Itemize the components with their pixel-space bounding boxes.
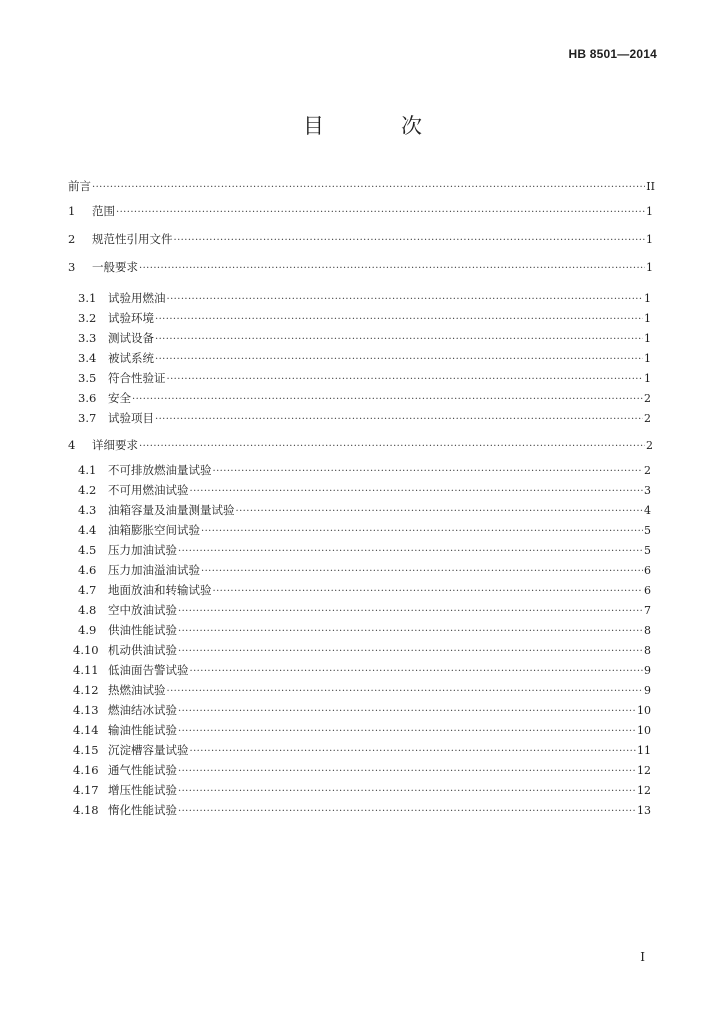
toc-entry-page: 2 (644, 412, 651, 425)
toc-leader-dots (155, 332, 643, 348)
toc-entry-number: 3.7 (78, 411, 97, 425)
toc-entry-number: 3.2 (78, 311, 97, 325)
toc-leader-dots (116, 205, 645, 221)
toc-entry-label: 试验环境 (108, 311, 154, 325)
document-code: HB 8501—2014 (568, 47, 657, 61)
toc-entry-number: 4.11 (73, 663, 99, 677)
toc-entry-number: 3.4 (78, 351, 97, 365)
toc-entry-label: 规范性引用文件 (92, 232, 173, 246)
toc-entry-number: 4.2 (78, 483, 97, 497)
toc-entry-number: 2 (68, 232, 76, 246)
toc-entry-page: 11 (637, 744, 651, 757)
toc-entry-page: 5 (644, 524, 651, 537)
toc-leader-dots (155, 412, 643, 428)
toc-entry[interactable] (73, 662, 651, 680)
toc-entry-number: 3 (68, 260, 76, 274)
toc-leader-dots (178, 604, 643, 620)
toc-entry[interactable] (73, 722, 651, 740)
toc-entry[interactable] (68, 203, 653, 221)
toc-entry[interactable] (68, 231, 653, 249)
toc-leader-dots (139, 261, 645, 277)
toc-leader-dots (167, 684, 644, 700)
toc-entry[interactable] (78, 602, 651, 620)
toc-entry-number: 4.13 (73, 703, 99, 717)
toc-entry-label: 前言 (68, 179, 91, 193)
toc-entry[interactable] (78, 462, 651, 480)
toc-leader-dots (178, 644, 643, 660)
toc-entry-number: 4.15 (73, 743, 99, 757)
toc-leader-dots (190, 664, 644, 680)
toc-leader-dots (178, 804, 636, 820)
toc-entry-page: 2 (646, 439, 653, 452)
toc-leader-dots (178, 544, 643, 560)
toc-entry-page: 8 (644, 644, 651, 657)
toc-entry-label: 增压性能试验 (108, 783, 177, 797)
toc-entry[interactable] (78, 330, 651, 348)
toc-entry-label: 油箱膨胀空间试验 (108, 523, 200, 537)
toc-entry-number: 4.18 (73, 803, 99, 817)
toc-entry-page: 2 (644, 392, 651, 405)
toc-entry-label: 不可排放燃油量试验 (108, 463, 212, 477)
toc-entry-label: 压力加油溢油试验 (108, 563, 200, 577)
toc-leader-dots (190, 744, 637, 760)
toc-entry-label: 试验用燃油 (108, 291, 166, 305)
toc-entry[interactable] (73, 642, 651, 660)
toc-entry-label: 输油性能试验 (108, 723, 177, 737)
toc-entry-page: 1 (644, 332, 651, 345)
toc-entry-page: 6 (644, 564, 651, 577)
toc-leader-dots (92, 180, 645, 196)
toc-entry[interactable] (68, 259, 653, 277)
toc-entry-label: 沉淀槽容量试验 (108, 743, 189, 757)
toc-entry-label: 符合性验证 (108, 371, 166, 385)
toc-entry-number: 4.1 (78, 463, 97, 477)
toc-entry[interactable] (78, 522, 651, 540)
toc-entry-number: 3.3 (78, 331, 97, 345)
toc-entry-number: 4.3 (78, 503, 97, 517)
toc-entry-page: 5 (644, 544, 651, 557)
toc-entry-label: 不可用燃油试验 (108, 483, 189, 497)
toc-entry-number: 3.6 (78, 391, 97, 405)
toc-entry[interactable] (73, 782, 651, 800)
toc-leader-dots (155, 352, 643, 368)
toc-entry-page: 1 (644, 372, 651, 385)
toc-entry-number: 1 (68, 204, 76, 218)
toc-entry[interactable] (68, 437, 653, 455)
toc-entry-label: 热燃油试验 (108, 683, 166, 697)
toc-entry-page: 9 (644, 684, 651, 697)
toc-entry-label: 通气性能试验 (108, 763, 177, 777)
toc-leader-dots (139, 439, 645, 455)
toc-entry-page: 1 (644, 352, 651, 365)
toc-entry-page: 10 (637, 704, 651, 717)
toc-entry-number: 3.5 (78, 371, 97, 385)
toc-entry[interactable] (73, 682, 651, 700)
toc-leader-dots (178, 704, 636, 720)
toc-leader-dots (201, 564, 643, 580)
toc-entry-label: 测试设备 (108, 331, 154, 345)
page-number: I (640, 950, 645, 964)
toc-leader-dots (213, 584, 644, 600)
toc-entry-page: II (646, 180, 655, 193)
toc-entry-page: 1 (646, 233, 653, 246)
toc-entry-number: 4.5 (78, 543, 97, 557)
toc-leader-dots (178, 784, 636, 800)
toc-entry[interactable] (78, 542, 651, 560)
toc-entry-number: 3.1 (78, 291, 97, 305)
toc-entry-number: 4.14 (73, 723, 99, 737)
toc-entry-number: 4.16 (73, 763, 99, 777)
toc-entry-label: 地面放油和转输试验 (108, 583, 212, 597)
toc-leader-dots (236, 504, 644, 520)
toc-entry-page: 3 (644, 484, 651, 497)
toc-leader-dots (155, 312, 643, 328)
toc-entry-number: 4 (68, 438, 76, 452)
toc-entry-label: 被试系统 (108, 351, 154, 365)
toc-entry-number: 4.10 (73, 643, 99, 657)
toc-entry[interactable] (78, 310, 651, 328)
toc-entry[interactable] (78, 622, 651, 640)
toc-entry[interactable] (78, 370, 651, 388)
toc-entry-number: 4.8 (78, 603, 97, 617)
toc-entry-label: 燃油结冰试验 (108, 703, 177, 717)
toc-entry-page: 12 (637, 764, 651, 777)
toc-entry-page: 1 (644, 312, 651, 325)
toc-entry[interactable] (78, 390, 651, 408)
toc-leader-dots (178, 764, 636, 780)
toc-entry-page: 1 (646, 261, 653, 274)
toc-entry[interactable] (78, 502, 651, 520)
toc-leader-dots (132, 392, 643, 408)
toc-entry-page: 6 (644, 584, 651, 597)
toc-leader-dots (178, 624, 643, 640)
toc-entry[interactable] (68, 178, 655, 196)
toc-leader-dots (167, 292, 644, 308)
toc-entry[interactable] (78, 562, 651, 580)
toc-entry[interactable] (73, 702, 651, 720)
toc-entry-number: 4.9 (78, 623, 97, 637)
toc-entry-page: 10 (637, 724, 651, 737)
toc-entry-label: 油箱容量及油量测量试验 (108, 503, 235, 517)
toc-leader-dots (167, 372, 644, 388)
toc-entry[interactable] (78, 482, 651, 500)
toc-entry[interactable] (73, 762, 651, 780)
toc-entry[interactable] (78, 582, 651, 600)
toc-leader-dots (201, 524, 643, 540)
toc-leader-dots (213, 464, 644, 480)
toc-entry-label: 一般要求 (92, 260, 138, 274)
toc-entry-number: 4.6 (78, 563, 97, 577)
toc-entry-page: 9 (644, 664, 651, 677)
toc-entry-label: 空中放油试验 (108, 603, 177, 617)
toc-entry[interactable] (73, 742, 651, 760)
toc-entry-number: 4.4 (78, 523, 97, 537)
toc-entry[interactable] (78, 290, 651, 308)
toc-entry-page: 8 (644, 624, 651, 637)
toc-entry-page: 4 (644, 504, 651, 517)
toc-entry-label: 低油面告警试验 (108, 663, 189, 677)
toc-entry-number: 4.12 (73, 683, 99, 697)
toc-entry-label: 详细要求 (92, 438, 138, 452)
toc-entry-label: 供油性能试验 (108, 623, 177, 637)
toc-leader-dots (178, 724, 636, 740)
toc-entry-label: 安全 (108, 391, 131, 405)
toc-entry-page: 1 (646, 205, 653, 218)
toc-entry-page: 7 (644, 604, 651, 617)
toc-entry-number: 4.17 (73, 783, 99, 797)
toc-leader-dots (174, 233, 646, 249)
toc-entry[interactable] (78, 410, 651, 428)
toc-entry-label: 惰化性能试验 (108, 803, 177, 817)
toc-entry-label: 机动供油试验 (108, 643, 177, 657)
toc-entry-label: 范围 (92, 204, 115, 218)
toc-leader-dots (190, 484, 644, 500)
toc-entry-page: 12 (637, 784, 651, 797)
toc-entry-page: 2 (644, 464, 651, 477)
toc-entry[interactable] (78, 350, 651, 368)
toc-entry-label: 压力加油试验 (108, 543, 177, 557)
toc-entry-page: 13 (637, 804, 651, 817)
toc-entry-label: 试验项目 (108, 411, 154, 425)
toc-entry-number: 4.7 (78, 583, 97, 597)
toc-entry-page: 1 (644, 292, 651, 305)
toc-entry[interactable] (73, 802, 651, 820)
page-title: 目 次 (303, 114, 450, 138)
